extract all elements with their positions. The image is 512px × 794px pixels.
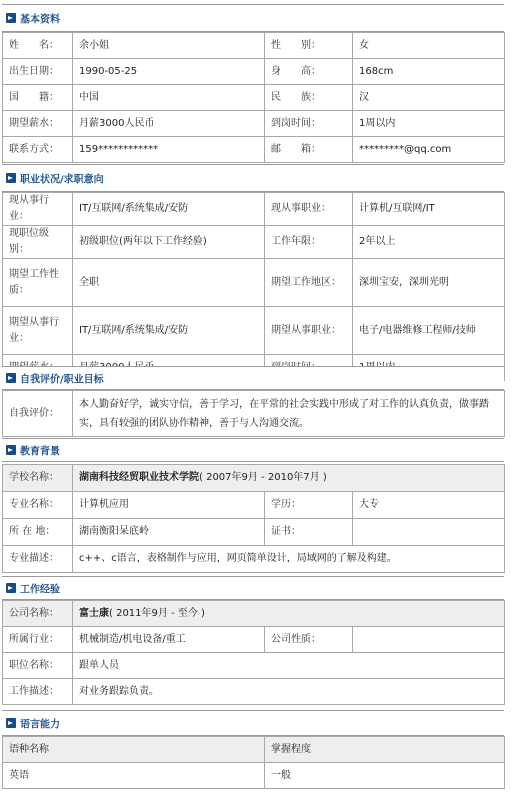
school-name: 湖南科技经贸职业技术学院 (79, 472, 199, 483)
field-label: 所 在 地： (3, 519, 73, 546)
birth-value: 1990-05-25 (73, 59, 265, 85)
nature-value: 全职 (73, 259, 265, 307)
height-value: 168cm (353, 59, 505, 85)
table-row (3, 763, 505, 789)
column-header: 语种名称 (3, 737, 265, 763)
exp-career-value: 电子/电器维修工程师/技师 (353, 307, 505, 355)
table-row (3, 307, 505, 355)
field-label: 证书： (265, 519, 353, 546)
language-level-value: 一般 (265, 763, 505, 789)
table-row (3, 653, 505, 679)
field-label: 期望从事职业： (265, 307, 353, 355)
location-value: 湖南衡阳呆底岭 (73, 519, 265, 546)
table-row (3, 59, 505, 85)
table-row (3, 85, 505, 111)
contact-value: 159************ (73, 137, 265, 163)
basic-info-table (2, 32, 505, 163)
section-header-basic (2, 4, 504, 32)
table-row (3, 465, 505, 492)
company-name: 富士康 (79, 607, 109, 619)
country-value: 中国 (73, 85, 265, 111)
field-label: 性 别： (265, 33, 353, 59)
section-title: 职业状况/求职意向 (20, 174, 104, 186)
field-label: 现从事行业： (3, 193, 73, 226)
arrow-icon (6, 173, 16, 183)
company-dates: ( 2011年9月 - 至今 ) (109, 607, 205, 619)
industry-value: 机械制造/机电设备/重工 (73, 627, 265, 653)
field-label: 联系方式： (3, 137, 73, 163)
field-label: 期望工作性质： (3, 259, 73, 307)
field-label: 现职位级别： (3, 226, 73, 259)
arrow-icon (6, 583, 16, 593)
field-label: 民 族： (265, 85, 353, 111)
salary-value: 月薪3000人民币 (73, 111, 265, 137)
section-header-self (2, 366, 504, 390)
field-label: 期望薪水： (3, 111, 73, 137)
table-row (3, 601, 505, 627)
cur-level-value: 初级职位(两年以下工作经验) (73, 226, 265, 259)
arrow-icon (6, 445, 16, 455)
table-row (3, 627, 505, 653)
area-value: 深圳宝安，深圳光明 (353, 259, 505, 307)
degree-value: 大专 (353, 492, 505, 519)
arrow-icon (6, 718, 16, 728)
school-cell (73, 465, 505, 492)
table-row (3, 259, 505, 307)
section-header-work (2, 576, 504, 600)
table-row (3, 546, 505, 573)
field-label: 到岗时间： (265, 111, 353, 137)
major-description: c++、c语言，表格制作与应用，网页简单设计，局域网的了解及构建。 (73, 546, 505, 573)
field-label: 期望从事行业： (3, 307, 73, 355)
section-title: 自我评价/职业目标 (20, 374, 104, 386)
table-row (3, 193, 505, 226)
company-nature-value (353, 627, 505, 653)
name-value: 余小姐 (73, 33, 265, 59)
cur-industry-value: IT/互联网/系统集成/安防 (73, 193, 265, 226)
field-label: 身 高： (265, 59, 353, 85)
language-table (2, 736, 505, 789)
field-label: 专业名称： (3, 492, 73, 519)
table-row (3, 492, 505, 519)
table-row (3, 737, 505, 763)
table-row (3, 679, 505, 705)
work-experience-table (2, 600, 505, 705)
section-title: 工作经验 (20, 584, 60, 596)
field-label: 自我评价： (3, 391, 73, 437)
language-value: 英语 (3, 763, 265, 789)
section-title: 教育背景 (20, 446, 60, 458)
field-label: 出生日期： (3, 59, 73, 85)
field-label: 学历： (265, 492, 353, 519)
field-label: 工作描述： (3, 679, 73, 705)
job-intent-table (2, 192, 505, 381)
table-row (3, 519, 505, 546)
field-label: 姓 名： (3, 33, 73, 59)
table-row (3, 226, 505, 259)
table-row (3, 137, 505, 163)
field-label: 国 籍： (3, 85, 73, 111)
table-row (3, 111, 505, 137)
position-value: 跟单人员 (73, 653, 505, 679)
major-value: 计算机应用 (73, 492, 265, 519)
field-label: 邮 箱： (265, 137, 353, 163)
section-title: 基本资料 (20, 14, 60, 26)
field-label: 工作年限： (265, 226, 353, 259)
cur-career-value: 计算机/互联网/IT (353, 193, 505, 226)
email-value: *********@qq.com (353, 137, 505, 163)
field-label: 现从事职业： (265, 193, 353, 226)
section-header-job (2, 164, 504, 192)
field-label: 公司性质： (265, 627, 353, 653)
field-label: 职位名称： (3, 653, 73, 679)
field-label: 期望工作地区： (265, 259, 353, 307)
column-header: 掌握程度 (265, 737, 505, 763)
arrow-icon (6, 373, 16, 383)
exp-industry-value: IT/互联网/系统集成/安防 (73, 307, 265, 355)
work-description: 对业务跟踪负责。 (73, 679, 505, 705)
section-header-edu (2, 438, 504, 462)
field-label: 学校名称： (3, 465, 73, 492)
self-evaluation-text: 本人勤奋好学，诚实守信，善于学习，在平常的社会实践中形成了对工作的认真负责，做事踏实，具有较强的团队协作精神，善于与人沟通交流。 (73, 391, 505, 437)
school-dates: ( 2007年9月 - 2010年7月 ) (199, 472, 327, 483)
field-label: 公司名称： (3, 601, 73, 627)
ethnic-value: 汉 (353, 85, 505, 111)
arrow-icon (6, 13, 16, 23)
table-row (3, 33, 505, 59)
cert-value (353, 519, 505, 546)
years-value: 2年以上 (353, 226, 505, 259)
gender-value: 女 (353, 33, 505, 59)
section-title: 语言能力 (20, 719, 60, 731)
arrival-value: 1周以内 (353, 111, 505, 137)
education-table (2, 464, 505, 573)
section-header-lang (2, 710, 504, 736)
company-cell (73, 601, 505, 627)
self-evaluation-table (2, 390, 505, 437)
field-label: 所属行业： (3, 627, 73, 653)
table-row (3, 391, 505, 437)
field-label: 专业描述： (3, 546, 73, 573)
